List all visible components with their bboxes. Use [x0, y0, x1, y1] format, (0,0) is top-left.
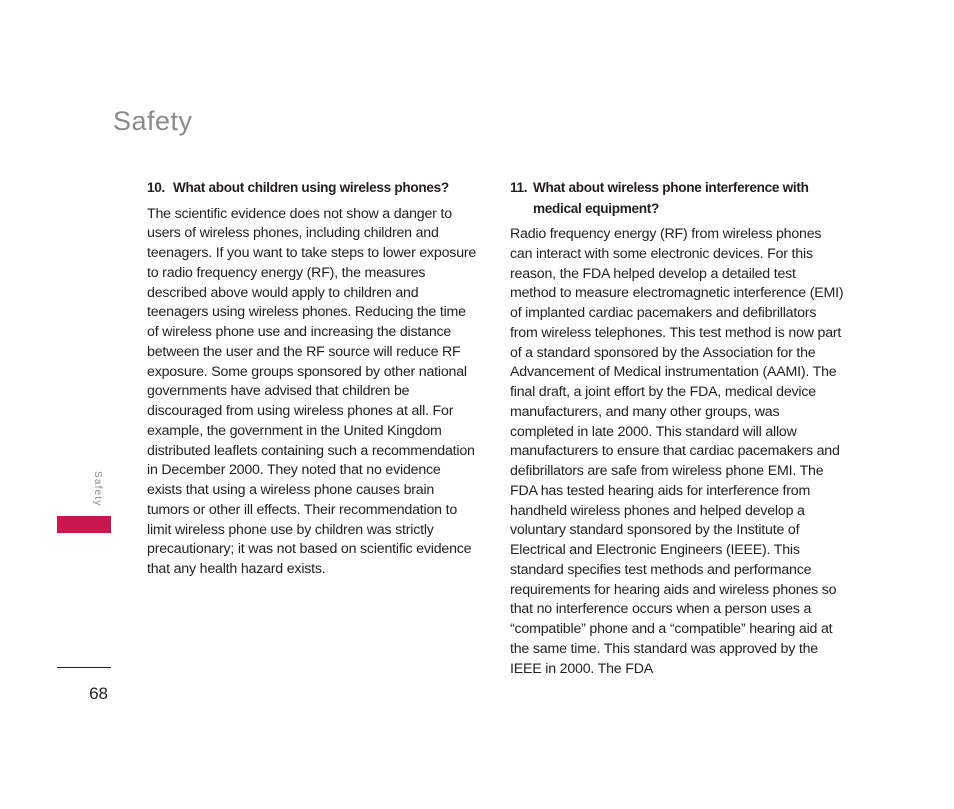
- section-10: [147, 178, 477, 580]
- question-number: 10.: [147, 180, 165, 195]
- side-tab-label: Safety: [92, 471, 103, 507]
- side-tab-marker: [57, 516, 111, 533]
- page-title: Safety: [113, 106, 193, 136]
- answer-paragraph: The scientific evidence does not show a danger to users of wireless phones, including children and teenagers. If you want to take steps to lower exposure to radio frequency energy (RF), the measures described above would apply to children and teenagers using wireless phones. Reducing the time of wireless phone use and increasing the distance between the user and the RF source will reduce RF exposure. Some groups sponsored by other national governments have advised that children be discouraged from using wireless phones at all. For example, the government in the United Kingdom distributed leaflets containing such a recommendation in December 2000. They noted that no evidence exists that using a wireless phone causes brain tumors or other ill effects. Their recommendation to limit wireless phone use by children was strictly precautionary; it was not based on scientific evidence that any health hazard exists.: [147, 205, 477, 577]
- section-11: [510, 178, 845, 679]
- section-question: [147, 178, 477, 199]
- section-question: [510, 178, 845, 219]
- answer-paragraph: Radio frequency energy (RF) from wireless phones can interact with some electronic devices. For this reason, the FDA helped develop a detailed test method to measure electromagnetic interference (EMI) of implanted cardiac pacemakers and defibrillators from wireless telephones. This test method is now part of a standard sponsored by the Association for the Advancement of Medical instrumentation (AAMI). The final draft, a joint effort by the FDA, medical device manufacturers, and many other groups, was completed in late 2000. This standard will allow manufacturers to ensure that cardiac pacemakers and defibrillators are safe from wireless phone EMI. The FDA has tested hearing aids for interference from handheld wireless phones and helped develop a voluntary standard sponsored by the Institute of Electrical and Electronic Engineers (IEEE). This standard specifies test methods and performance requirements for hearing aids and wireless phones so that no interference occurs when a person uses a “compatible” phone and a “compatible” hearing aid at the same time. This standard was approved by the IEEE in 2000. The FDA: [510, 226, 844, 677]
- footer-divider: [57, 667, 111, 668]
- question-number: 11.: [510, 180, 528, 195]
- question-text: What about wireless phone interference with medical equipment?: [533, 180, 809, 216]
- page-number: 68: [89, 684, 108, 703]
- question-text: What about children using wireless phones?: [173, 180, 449, 195]
